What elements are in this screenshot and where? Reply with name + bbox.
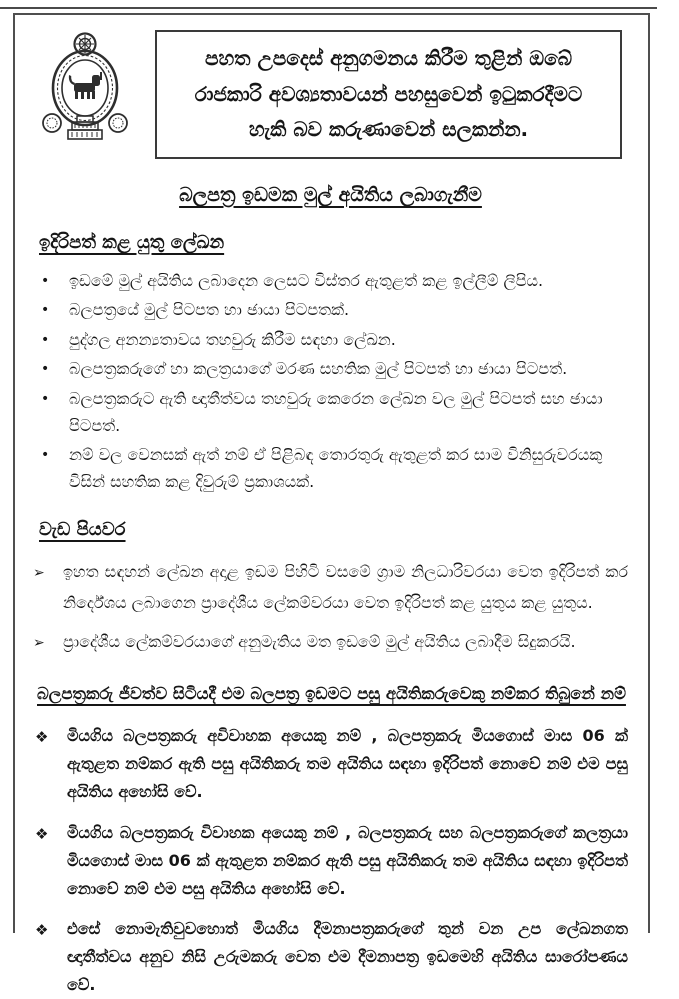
list-item-text: බලපත්‍රකරුට ඇති ඥාතීත්වය තහවුරු කෙරෙන ලේඛන වල මුල් පිටපත් සහ ඡායා පිටපත්. [69,388,603,435]
arrowhead-bullet-icon: ➢ [33,565,45,582]
list-item-text: මියගිය බලපත්‍රකරු අවිවාහක අයෙකු නම් , බලපත්‍රකරු මියගොස් මාස 06 ක් ඇතුළත නම්කර ඇති පසු අයිතිකරු තම අයිතිය සඳහා ඉදිරිපත් නොවේ නම් එම පසු අයිතිය අහෝසි වේ. [67,726,628,802]
bullet-icon: • [41,331,50,348]
list-item-text: ඉහත සඳහන් ලේඛන අදාළ ඉඩම පිහිටි වසමේ ග්‍රාම නිලධාරිවරයා වෙත ඉදිරිපත් කර නිර්දේශය ලබාගෙන ප්‍රාදේශීය ලේකම්වරයා වෙත ඉදිරිපත් කළ යුතුය කළ යුතුය. [63,562,628,612]
page-top-rule [0,7,657,9]
list-item-text: මියගිය බලපත්‍රකරු විවාහක අයෙකු නම් , බලපත්‍රකරු සහ බලපත්‍රකරුගේ කලත්‍රයා මියගොස් මාස 06 ක් ඇතුළත නම්කර ඇති පසු අයිතිකරු තම අයිතිය සඳහා ඉදිරිපත් නොවේ නම් එම පසු අයිතිය අහෝසි වේ. [67,822,628,898]
list-item [41,386,628,439]
bullet-icon: • [41,390,50,407]
notice-text: පහත උපදෙස් අනුගමනය කිරීම තුළින් ඔබේ රාජකාරි අවශ්‍යතාවයන් පහසුවෙන් ඉටුකරදීමට හැකි බව කරුණාවෙන් සලකන්න. [194,46,583,142]
list-item-text: පුද්ගල අනන්‍යතාවය තහවුරු කිරීම සඳහා ලේඛන. [69,329,396,349]
notice-box [155,30,622,159]
list-item-text: ප්‍රාදේශීය ලේකම්වරයාගේ අනුමැතිය මත ඉඩමේ මුල් අයිතිය ලබාදීම සිදුකරයි. [63,631,576,651]
bullet-icon: • [41,447,50,464]
list-item [41,356,628,383]
documents-list [41,268,628,495]
list-item-text: එසේ නොමැතිවුවහොත් මියගිය දීමනාපත්‍රකරුගේ තුන් වන උප ලේඛනගත ඥාතීත්වය අනුව නිසි උරුමකරු වෙත එම දීමනාපත්‍ර ඉඩමෙහි අයිතිය සාරෝපණය වේ. [67,919,628,995]
steps-list [33,557,628,657]
page-title: බලපත්‍ර ඉඩමක මුල් අයිතිය ලබාගැනීම [179,183,482,206]
heading-documents: ඉදිරිපත් කළ යුතු ලේඛන [39,231,225,253]
successor-list [35,722,628,999]
list-item [41,268,628,295]
list-item [35,819,628,903]
list-item [41,297,628,324]
list-item-text: බලපත්‍රකරුගේ හා කලත්‍රයාගේ මරණ සහතික මුල් පිටපත් හා ඡායා පිටපත්. [69,359,568,379]
arrowhead-bullet-icon: ➢ [33,634,45,651]
document-header [39,30,624,159]
document-frame [13,13,650,995]
heading-successor: බලපත්‍රකරු ජීවත්ව සිටියදී එම බලපත්‍ර ඉඩමට පසු අයිතිකරුවෙකු නම්කර තිබුනේ නම් [37,684,626,704]
list-item-text: ඉඩමේ මුල් අයිතිය ලබාදෙන ලෙසට විස්තර ඇතුළත් කළ ඉල්ලීම් ලිපිය. [69,270,544,290]
list-item-text: බලපත්‍රයේ මුල් පිටපත හා ඡායා පිටපතක්. [69,300,350,320]
diamond-bullet-icon: ❖ [35,824,49,843]
diamond-bullet-icon: ❖ [35,921,49,940]
diamond-bullet-icon: ❖ [35,728,49,747]
list-item-text: නම් වල වෙනසක් ඇත් නම් ඒ පිළිබඳ තොරතුරු ඇතුළත් කර සාම විනිසුරුවරයකු විසින් සහතික කළ දිවුරුම් ප්‍රකාශයක්. [69,445,603,491]
bullet-icon: • [41,361,50,378]
sri-lanka-emblem-icon [39,30,131,150]
bullet-icon: • [41,272,50,289]
list-item [33,627,628,657]
heading-steps: වැඩ පියවර [39,519,126,541]
list-item [35,915,628,999]
bullet-icon: • [41,302,50,319]
list-item [33,557,628,618]
list-item [41,442,628,495]
list-item [41,327,628,354]
list-item [35,722,628,806]
